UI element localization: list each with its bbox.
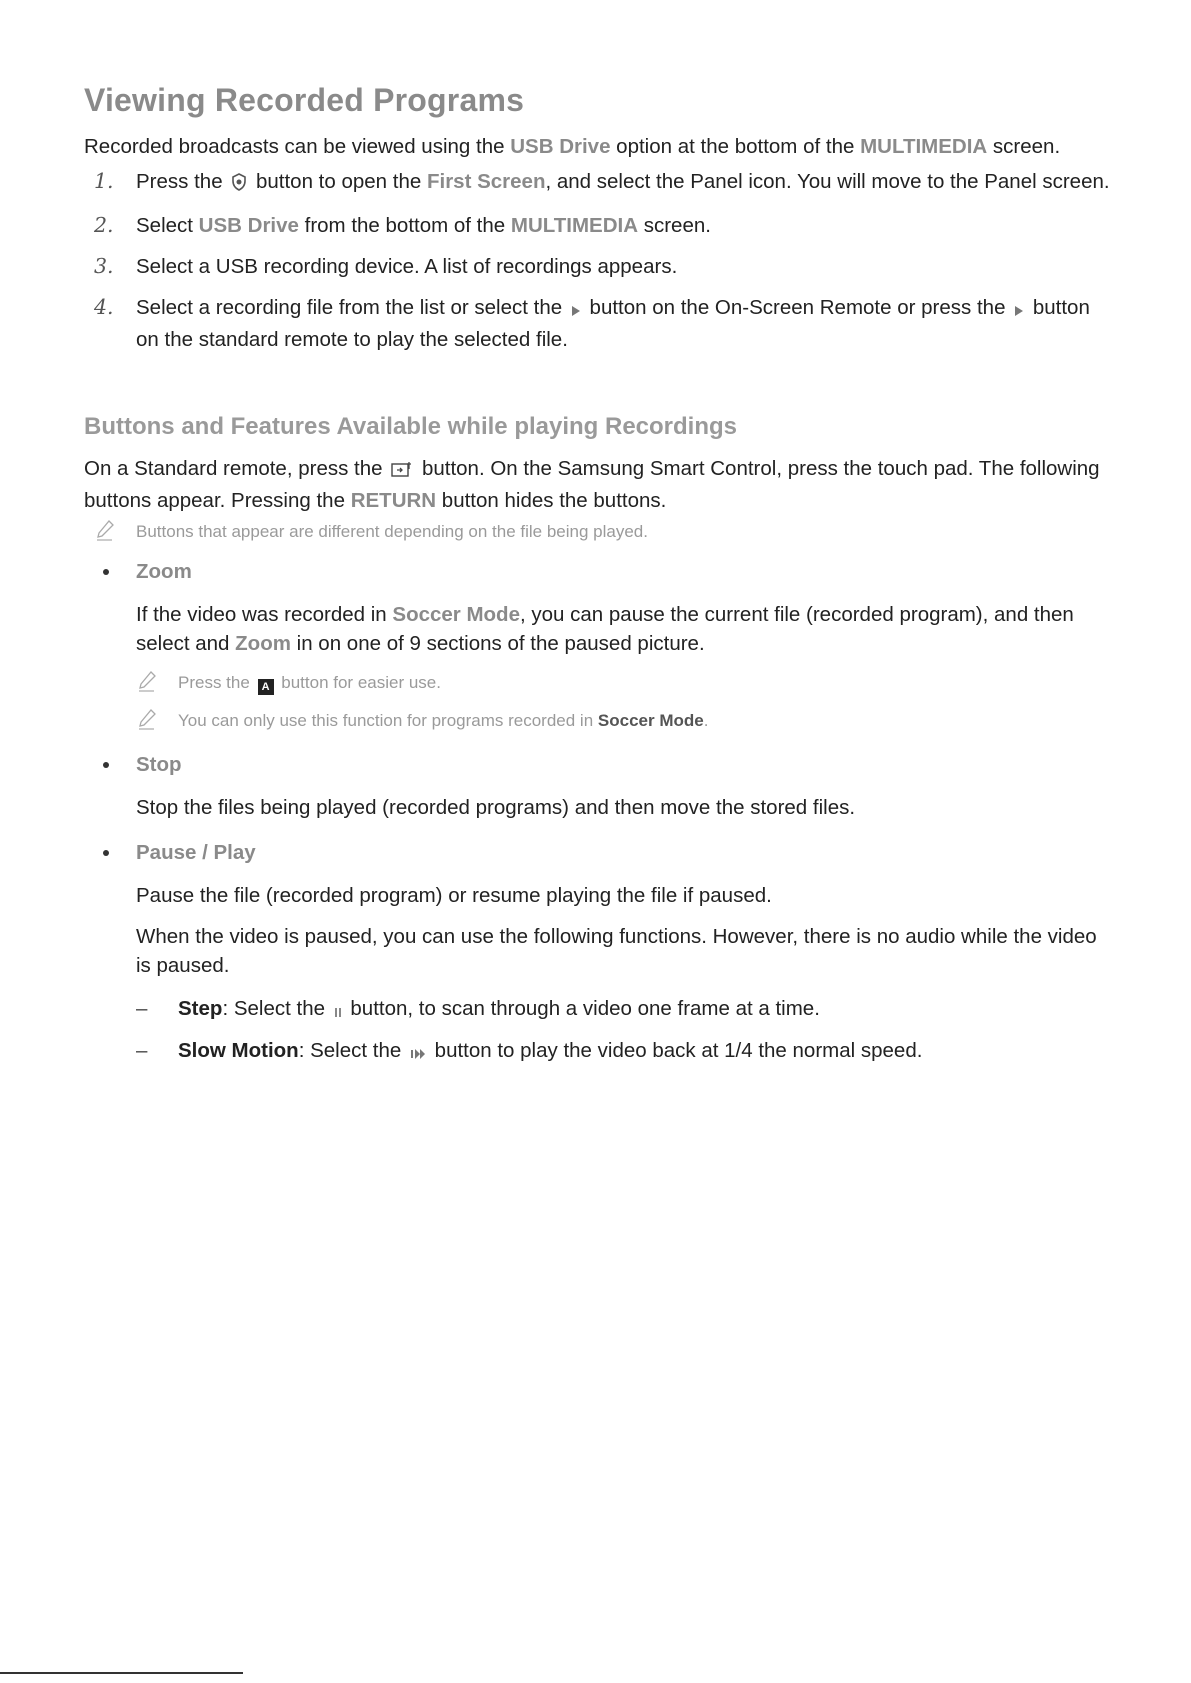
section-text: button hides the buttons. (436, 489, 667, 512)
soccer-mode-term: Soccer Mode (392, 603, 520, 626)
note-text: . (703, 711, 709, 730)
step-item (84, 211, 1114, 240)
play-icon (1014, 296, 1024, 325)
step-text: from the bottom of the (298, 214, 511, 237)
multimedia-term: MULTIMEDIA (510, 214, 639, 237)
play-icon (571, 296, 581, 325)
steps-list (84, 167, 1114, 354)
step-text: Select a recording file from the list or select the (136, 296, 568, 319)
pencil-icon (136, 708, 158, 732)
bullet-dot (103, 569, 109, 575)
note (84, 708, 1114, 734)
dash-text: button to play the video back at 1/4 the normal speed. (428, 1039, 923, 1062)
body-text: , you can pause the current file (recorded program), and then select and (136, 603, 1074, 655)
bullet-pause-play (84, 838, 1114, 867)
return-term: RETURN (350, 489, 437, 512)
section-text: On a Standard remote, press the (84, 457, 389, 480)
usb-drive-term: USB Drive (510, 135, 611, 158)
pause-icon (334, 997, 342, 1026)
pause-body: When the video is paused, you can use the following functions. However, there is no audio while the video is paused. (136, 925, 1097, 977)
bullet-dot (103, 850, 109, 856)
pause-body: Pause the file (recorded program) or resume playing the file if paused. (136, 884, 772, 907)
dash-mark: – (136, 1039, 148, 1062)
pencil-icon (94, 519, 116, 543)
step-item (84, 293, 1114, 354)
intro-paragraph (84, 132, 1114, 161)
bullet-zoom (84, 557, 1114, 586)
step-item (84, 252, 1114, 281)
bullet-title: Stop (136, 753, 182, 776)
section-paragraph (84, 454, 1114, 515)
slow-motion-icon (410, 1039, 426, 1068)
bullet-title: Pause / Play (136, 841, 256, 864)
document-page (84, 78, 1114, 1068)
dash-mark: – (136, 997, 148, 1020)
tools-icon (391, 457, 413, 486)
step-text: Select a USB recording device. A list of recordings appears. (136, 255, 678, 278)
page-title: Viewing Recorded Programs (84, 82, 525, 118)
step-number: 3. (94, 254, 114, 278)
note-text: You can only use this function for programs recorded in (178, 711, 598, 730)
zoom-term: Zoom (235, 632, 291, 655)
zoom-body (84, 600, 1114, 658)
a-key-label: A (261, 681, 270, 693)
multimedia-term: MULTIMEDIA (860, 135, 988, 158)
first-screen-term: First Screen (426, 170, 546, 193)
step-text: button on the standard remote to play the selected file. (136, 296, 1090, 351)
pencil-icon (136, 670, 158, 694)
body-text: in on one of 9 sections of the paused picture. (290, 632, 705, 655)
step-label: Step (178, 997, 223, 1020)
step-text: , and select the Panel icon. You will move to the Panel screen. (545, 170, 1110, 193)
dash-text: button, to scan through a video one frame at a time. (344, 997, 820, 1020)
intro-text: screen. (987, 135, 1061, 158)
bullet-dot (103, 762, 109, 768)
bullet-stop (84, 750, 1114, 779)
step-number: 1. (94, 169, 114, 193)
slow-motion-label: Slow Motion (178, 1039, 299, 1062)
footer-rule (0, 1672, 243, 1674)
soccer-mode-term: Soccer Mode (597, 711, 704, 730)
step-text: screen. (638, 214, 711, 237)
step-item (84, 167, 1114, 199)
stop-body: Stop the files being played (recorded programs) and then move the stored files. (136, 796, 856, 819)
home-icon (231, 170, 247, 199)
section-heading: Buttons and Features Available while playing Recordings (84, 413, 738, 440)
dash-item-step (84, 994, 1114, 1026)
note (84, 670, 1114, 696)
bullet-title: Zoom (136, 560, 192, 583)
note-text: Press the (178, 673, 255, 692)
intro-text: option at the bottom of the (610, 135, 861, 158)
intro-text: Recorded broadcasts can be viewed using the (84, 135, 511, 158)
step-text: Select (136, 214, 199, 237)
dash-text: : Select the (222, 997, 331, 1020)
note-text: Buttons that appear are different depending on the file being played. (136, 522, 648, 541)
step-text: Press the (136, 170, 229, 193)
section-text: button. On the Samsung Smart Control, press the touch pad. The following buttons appear. Pressing the (84, 457, 1100, 512)
step-text: button on the On-Screen Remote or press the (583, 296, 1012, 319)
usb-drive-term: USB Drive (198, 214, 299, 237)
dash-item-slow-motion (84, 1036, 1114, 1068)
step-text: button to open the (250, 170, 427, 193)
a-key-icon (258, 679, 274, 695)
dash-text: : Select the (298, 1039, 407, 1062)
step-number: 2. (94, 213, 114, 237)
note (84, 519, 1114, 545)
step-number: 4. (94, 295, 114, 319)
body-text: If the video was recorded in (136, 603, 393, 626)
note-text: button for easier use. (276, 673, 441, 692)
